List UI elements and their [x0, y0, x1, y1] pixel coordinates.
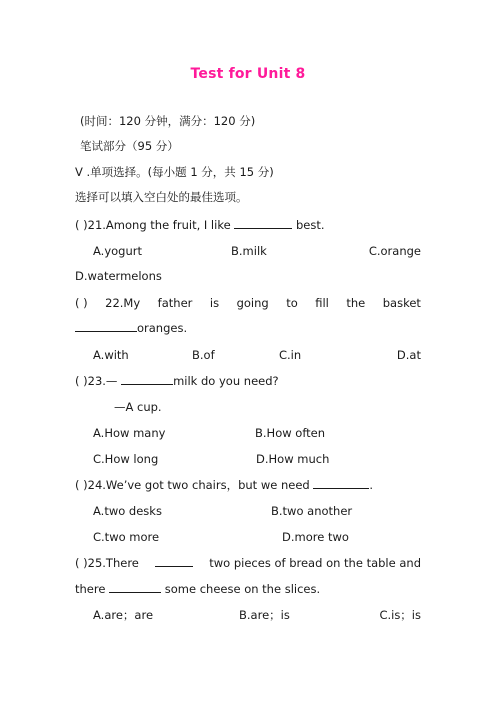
option-b: B.How often	[255, 426, 326, 440]
option-c: C.in	[279, 348, 302, 362]
question-word: 22.My	[105, 296, 141, 310]
option-a: A.are；are	[93, 608, 154, 622]
answer-blank	[155, 555, 193, 567]
time-score-line: (时间：120 分钟，满分：120 分)	[80, 114, 256, 128]
option-b: B.milk	[231, 244, 267, 258]
question-text: some cheese on the slices.	[164, 582, 321, 596]
question-text: milk do you need?	[173, 374, 279, 388]
question-word: father	[157, 296, 193, 310]
question-word: fill	[315, 296, 329, 310]
option-a: A.with	[93, 348, 129, 362]
answer-blank	[121, 373, 173, 385]
option-c: C.two more	[93, 530, 160, 544]
option-d: D.How much	[256, 452, 330, 466]
question-23-answer: —A cup.	[114, 400, 162, 414]
question-text: there	[75, 582, 106, 596]
option-c: C.is；is	[379, 608, 421, 622]
option-c: C.How long	[93, 452, 159, 466]
question-25-stem	[75, 555, 421, 571]
answer-blank	[109, 581, 161, 593]
option-d: D.more two	[282, 530, 349, 544]
question-22-stem	[75, 295, 421, 311]
option-d: D.at	[396, 348, 421, 362]
question-22-continuation	[75, 320, 421, 336]
answer-paren: ( )	[75, 478, 88, 492]
question-24-stem	[75, 477, 421, 493]
question-text: 25.There	[87, 556, 139, 570]
question-word: is	[209, 296, 220, 310]
question-text: best.	[295, 218, 325, 232]
written-part-line: 笔试部分（95 分）	[80, 139, 179, 153]
section-heading: V .单项选择。(每小题 1 分，共 15 分)	[75, 165, 274, 179]
instruction-line: 选择可以填入空白处的最佳选项。	[75, 190, 248, 204]
answer-paren: ( )	[75, 556, 88, 570]
answer-blank	[313, 477, 369, 489]
page-title: Test for Unit 8	[190, 66, 306, 82]
option-b: B.two another	[271, 504, 353, 518]
option-b: B.are；is	[239, 608, 290, 622]
question-text: two pieces of bread on the table and	[209, 556, 421, 570]
question-word: to	[286, 296, 298, 310]
question-23-stem	[75, 373, 421, 389]
question-text: 23.—	[87, 374, 118, 388]
option-a: A.two desks	[93, 504, 162, 518]
question-word: the	[346, 296, 366, 310]
answer-blank	[75, 320, 137, 332]
answer-paren: ( )	[75, 374, 88, 388]
question-21-stem	[75, 217, 421, 233]
answer-paren: ( )	[75, 296, 88, 310]
option-d: D.watermelons	[75, 269, 162, 283]
option-b: B.of	[192, 348, 215, 362]
question-text: 24.We’ve got two chairs，but we need	[87, 478, 310, 492]
question-text: .	[369, 478, 374, 492]
option-c: C.orange	[368, 244, 421, 258]
question-25-continuation	[75, 581, 421, 597]
question-word: going	[236, 296, 269, 310]
option-a: A.How many	[93, 426, 166, 440]
option-a: A.yogurt	[93, 244, 142, 258]
answer-paren: ( )	[75, 218, 88, 232]
question-word: basket	[382, 296, 421, 310]
question-text: oranges.	[137, 321, 188, 335]
answer-blank	[234, 217, 292, 229]
question-text: 21.Among the fruit, I like	[87, 218, 231, 232]
question-lead	[75, 555, 139, 571]
